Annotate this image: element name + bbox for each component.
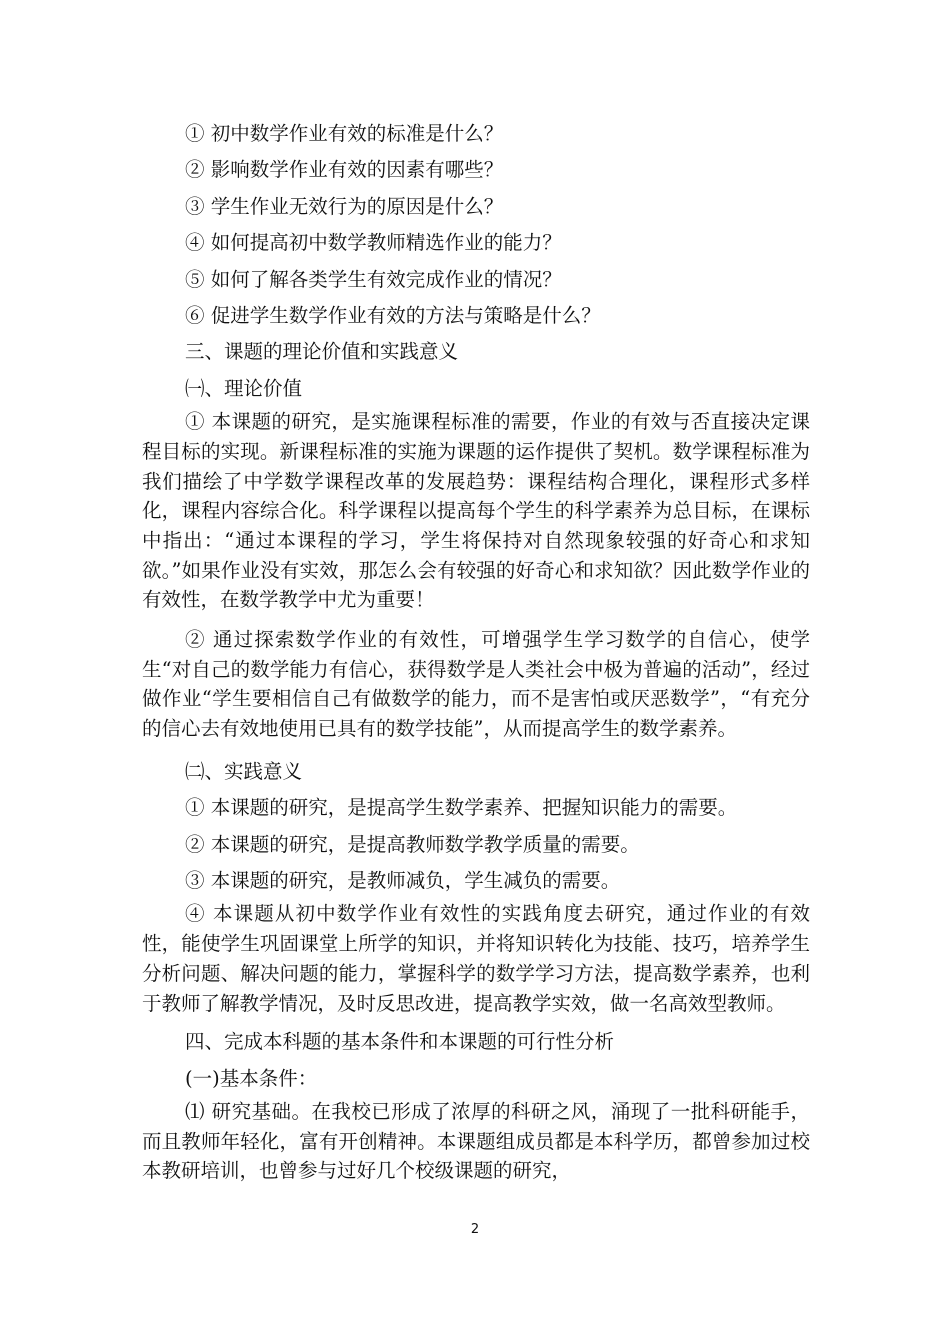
section-4-heading: 四、完成本科题的基本条件和本课题的可行性分析 — [185, 1030, 615, 1054]
section-3-heading: 三、课题的理论价值和实践意义 — [185, 340, 459, 364]
practice-item-3: ③ 本课题的研究，是教师减负，学生减负的需要。 — [185, 869, 621, 893]
practice-item-2: ② 本课题的研究，是提高教师数学教学质量的需要。 — [185, 832, 640, 856]
practice-item-1: ① 本课题的研究，是提高学生数学素养、把握知识能力的需要。 — [185, 796, 738, 820]
question-item-6: ⑥ 促进学生数学作业有效的方法与策略是什么？ — [185, 303, 601, 327]
question-item-3: ③ 学生作业无效行为的原因是什么？ — [185, 194, 504, 218]
question-item-4: ④ 如何提高初中数学教师精选作业的能力？ — [185, 231, 562, 255]
theory-paragraph-2: ② 通过探索数学作业的有效性，可增强学生学习数学的自信心，使学生“对自己的数学能力有信心，获得数学是人类社会中极为普遍的活动”，经过做作业“学生要相信自己有做数学的能力，而不是害怕或厌恶数学”，“有充分的信心去有效地使用已具有的数学技能”，从而提高学生的数学素养。 — [142, 628, 810, 741]
question-item-2: ② 影响数学作业有效的因素有哪些？ — [185, 158, 504, 182]
theory-paragraph-1: ① 本课题的研究，是实施课程标准的需要，作业的有效与否直接决定课程目标的实现。新课程标准的实施为课题的运作提供了契机。数学课程标准为我们描绘了中学数学课程改革的发展趋势：课程结构合理化，课程形式多样化，课程内容综合化。科学课程以提高每个学生的科学素养为总目标，在课标中指出：“通过本课程的学习，学生将保持对自然现象较强的好奇心和求知欲。”如果作业没有实效，那怎么会有较强的好奇心和求知欲？因此数学作业的有效性，在数学教学中尤为重要！ — [142, 410, 810, 612]
conditions-paragraph-1: ⑴ 研究基础。在我校已形成了浓厚的科研之风，涌现了一批科研能手，而且教师年轻化，富有开创精神。本课题组成员都是本科学历，都曾参加过校本教研培训，也曾参与过好几个校级课题的研究， — [142, 1100, 810, 1183]
section-3-subheading-practice: ㈡、实践意义 — [185, 759, 303, 783]
question-item-1: ① 初中数学作业有效的标准是什么？ — [185, 122, 504, 145]
section-4-subheading-conditions: (一)基本条件： — [185, 1066, 318, 1090]
document-body — [142, 116, 810, 1196]
page-number: 2 — [470, 1222, 480, 1237]
section-3-subheading-theory: ㈠、理论价值 — [185, 376, 303, 400]
practice-paragraph-4: ④ 本课题从初中数学作业有效性的实践角度去研究，通过作业的有效性，能使学生巩固课堂上所学的知识，并将知识转化为技能、技巧，培养学生分析问题、解决问题的能力，掌握科学的数学学习方法，提高数学素养，也利于教师了解教学情况，及时反思改进，提高教学实效，做一名高效型教师。 — [142, 902, 810, 1015]
question-item-5: ⑤ 如何了解各类学生有效完成作业的情况？ — [185, 267, 562, 291]
